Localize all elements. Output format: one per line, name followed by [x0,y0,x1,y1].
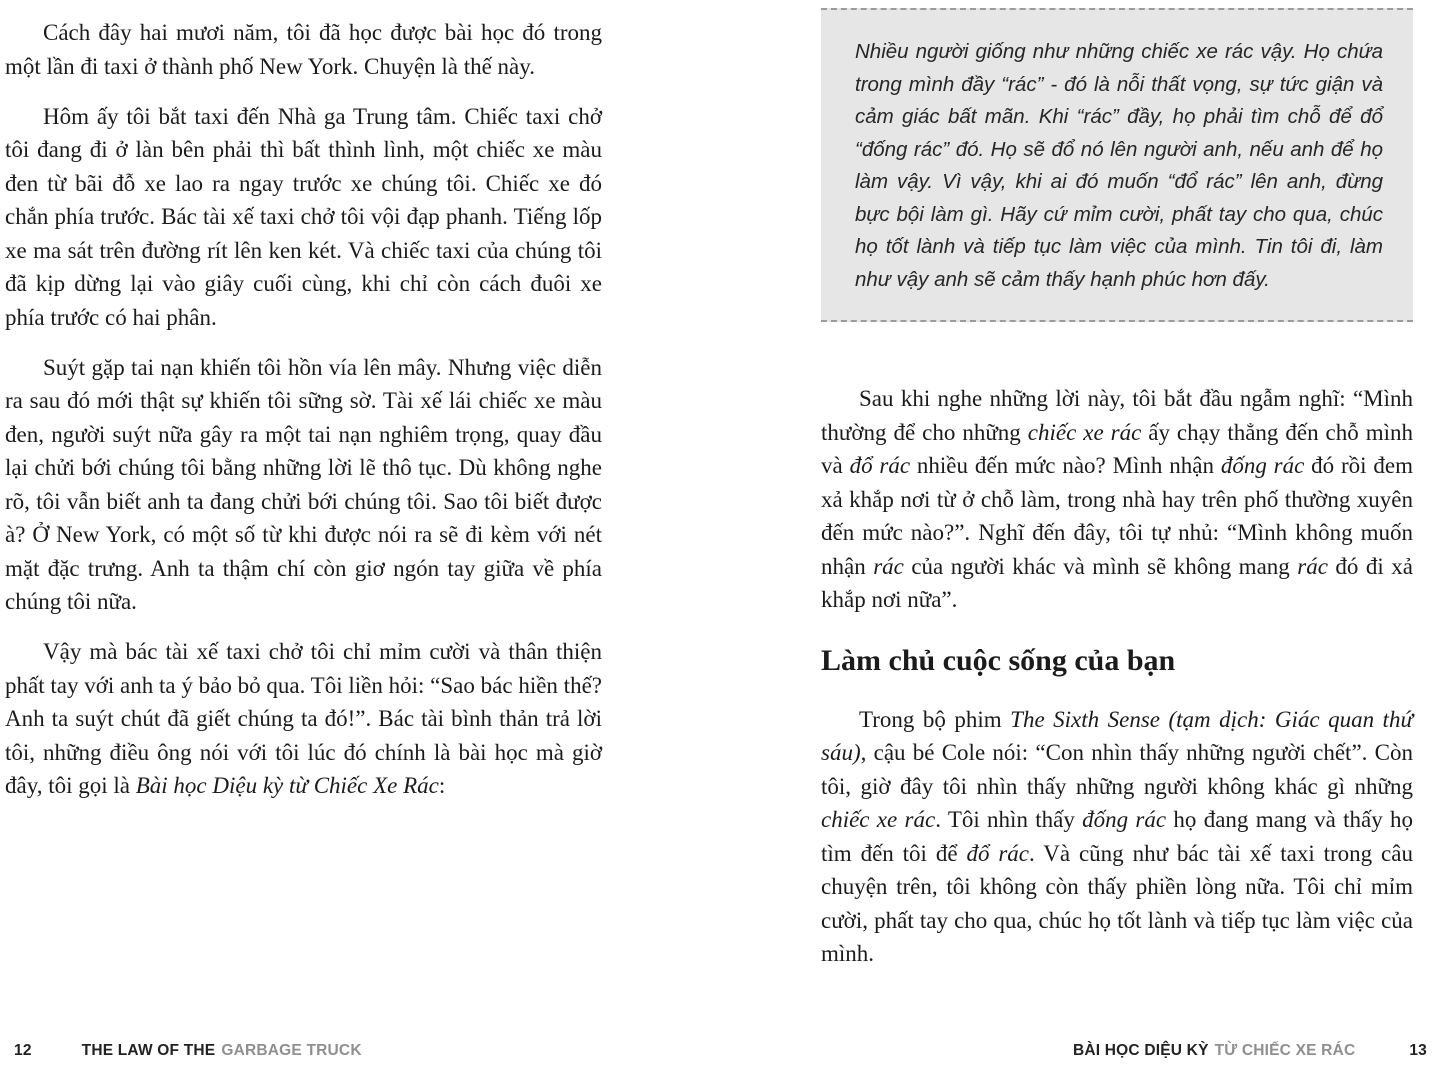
running-title-vi-secondary: TỪ CHIẾC XE RÁC [1214,1042,1356,1059]
page-number-right: 13 [1409,1042,1427,1059]
running-title-vi-primary: BÀI HỌC DIỆU KỲ [1072,1042,1209,1059]
page-number-left: 12 [14,1042,32,1059]
paragraph: Suýt gặp tai nạn khiến tôi hồn vía lên mây. Nhưng việc diễn ra sau đó mới thật sự khiến tôi sững sờ. Tài xế lái chiếc xe màu đen, người suýt nữa gây ra một tai nạn nghiêm trọng, quay đầu lại chửi bới chúng tôi bằng những lời lẽ thô tục. Dù không nghe rõ, tôi vẫn biết anh ta đang chửi bới chúng tôi. Sao tôi biết được à? Ở New York, có một số từ khi được nói ra sẽ đi kèm với nét mặt đặc trưng. Anh ta thậm chí còn giơ ngón tay giữa về phía chúng tôi nữa. [5,354,602,614]
quote-box [821,8,1413,322]
running-title-en-secondary: GARBAGE TRUCK [221,1042,362,1059]
running-title-vi [1073,1042,1355,1060]
running-title-en-primary: THE LAW OF THE [81,1042,216,1059]
page-left [5,16,602,803]
section-heading: Làm chủ cuộc sống của bạn [821,643,1176,677]
footer-left [14,1042,362,1060]
footer-right [1073,1042,1427,1060]
paragraph: Cách đây hai mươi năm, tôi đã học được bài học đó trong một lần đi taxi ở thành phố New York. Chuyện là thế này. [5,20,602,79]
paragraph: Vậy mà bác tài xế taxi chở tôi chỉ mỉm cười và thân thiện phất tay với anh ta ý bảo bỏ qua. Tôi liền hỏi: “Sao bác hiền thế? Anh ta suýt chút đã giết chúng ta đó!”. Bác tài bình thản trả lời tôi, những điều ông nói với tôi lúc đó chính là bài học mà giờ đây, tôi gọi là Bài học Diệu kỳ từ Chiếc Xe Rác: [5,639,602,798]
paragraph: Hôm ấy tôi bắt taxi đến Nhà ga Trung tâm. Chiếc taxi chở tôi đang đi ở làn bên phải thì bất thình lình, một chiếc xe màu đen từ bãi đỗ xe lao ra ngay trước xe chúng tôi. Chiếc xe đó chắn phía trước. Bác tài xế taxi chở tôi vội đạp phanh. Tiếng lốp xe ma sát trên đường rít lên ken két. Và chiếc taxi của chúng tôi đã kịp dừng lại vào giây cuối cùng, khi chỉ còn cách đuôi xe phía trước có hai phân. [5,103,602,330]
quote-text: Nhiều người giống như những chiếc xe rác vậy. Họ chứa trong mình đầy “rác” - đó là nỗi thất vọng, sự tức giận và cảm giác bất mãn. Khi “rác” đầy, họ phải tìm chỗ để đổ “đống rác” đó. Họ sẽ đổ nó lên người anh, nếu anh để họ làm vậy. Vì vậy, khi ai đó muốn “đổ rác” lên anh, đừng bực bội làm gì. Hãy cứ mỉm cười, phất tay cho qua, chúc họ tốt lành và tiếp tục làm việc của mình. Tin tôi đi, làm như vậy anh sẽ cảm thấy hạnh phúc hơn đấy. [855,40,1383,291]
paragraph: Sau khi nghe những lời này, tôi bắt đầu ngẫm nghĩ: “Mình thường để cho những chiếc xe rác ấy chạy thẳng đến chỗ mình và đổ rác nhiều đến mức nào? Mình nhận đống rác đó rồi đem xả khắp nơi từ ở chỗ làm, trong nhà hay trên phố thường xuyên đến mức nào?”. Nghĩ đến đây, tôi tự nhủ: “Mình không muốn nhận rác của người khác và mình sẽ không mang rác đó đi xả khắp nơi nữa”. [821,386,1414,612]
page-right [821,8,1413,971]
running-title-en [82,1042,362,1060]
paragraph: Trong bộ phim The Sixth Sense (tạm dịch: Giác quan thứ sáu), cậu bé Cole nói: “Con nhìn thấy những người chết”. Còn tôi, giờ đây tôi nhìn thấy những người không khác gì những chiếc xe rác. Tôi nhìn thấy đống rác họ đang mang và thấy họ tìm đến tôi để đổ rác. Và cũng như bác tài xế taxi trong câu chuyện trên, tôi không còn thấy phiền lòng nữa. Tôi chỉ mỉm cười, phất tay cho qua, chúc họ tốt lành và tiếp tục làm việc của mình. [821,706,1413,966]
